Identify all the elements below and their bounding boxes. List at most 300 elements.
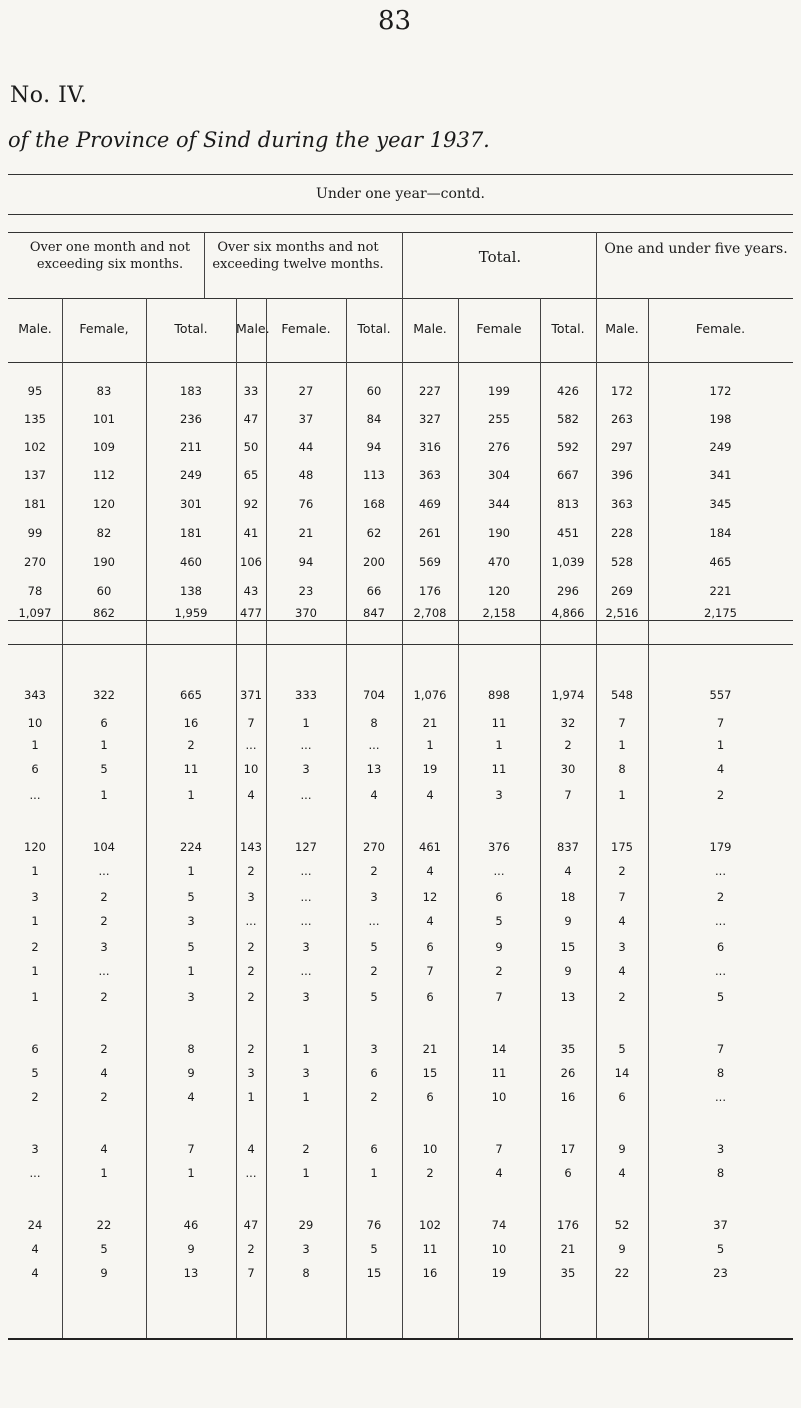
table-cell: 344	[488, 497, 510, 511]
table-cell: 41	[243, 526, 259, 540]
table-cell: 184	[709, 526, 732, 540]
table-cell: 3	[302, 1242, 310, 1256]
table-cell: 5	[187, 890, 195, 904]
group-header-six-to-twelve-months: Over six months and not exceeding twelve months.	[212, 240, 384, 272]
table-cell: 7	[495, 1142, 503, 1156]
table-cell: 301	[180, 497, 202, 511]
table-cell: 176	[419, 584, 441, 598]
table-cell: 37	[713, 1218, 728, 1232]
table-cell: 461	[419, 840, 441, 854]
table-row	[8, 890, 793, 910]
table-cell: 37	[298, 412, 314, 426]
table-cell: ...	[300, 964, 312, 978]
table-row	[8, 840, 793, 860]
table-cell: 6	[426, 1090, 434, 1104]
table-cell: 1	[618, 788, 626, 802]
table-cell: ...	[29, 1166, 41, 1180]
table-cell: ...	[300, 788, 312, 802]
table-cell: 557	[709, 688, 732, 702]
table-cell: 1	[302, 716, 310, 730]
table-cell: 4	[426, 914, 434, 928]
table-cell: 46	[183, 1218, 199, 1232]
table-cell: 1	[31, 864, 39, 878]
group-header-one-to-six-months: Over one month and not exceeding six months.	[29, 240, 191, 272]
table-cell: 1	[187, 788, 195, 802]
table-cell: 4	[618, 1166, 626, 1180]
table-cell: 27	[298, 384, 314, 398]
table-cell: 1	[31, 990, 39, 1004]
table-cell: 82	[96, 526, 112, 540]
table-cell: 4	[100, 1066, 108, 1080]
table-cell: 10	[491, 1090, 507, 1104]
table-cell: 175	[611, 840, 633, 854]
table-cell: 813	[557, 497, 579, 511]
page-number: 83	[378, 6, 412, 36]
table-cell: 6	[31, 762, 39, 776]
table-row	[8, 1090, 793, 1110]
table-cell: 48	[298, 468, 314, 482]
table-cell: 190	[488, 526, 510, 540]
table-cell: 7	[247, 1266, 255, 1280]
table-cell: 345	[709, 497, 732, 511]
table-bottom-rule	[8, 1338, 793, 1340]
table-cell: 316	[419, 440, 441, 454]
table-cell: 83	[96, 384, 112, 398]
table-cell: 19	[491, 1266, 507, 1280]
table-cell: 548	[611, 688, 633, 702]
table-cell: 18	[560, 890, 576, 904]
table-cell: 1	[302, 1042, 310, 1056]
table-cell: 1	[302, 1090, 310, 1104]
table-cell: 1	[426, 738, 434, 752]
table-cell: 15	[366, 1266, 382, 1280]
table-cell: ...	[300, 738, 312, 752]
table-cell: 7	[187, 1142, 195, 1156]
table-cell: 1	[716, 738, 725, 752]
table-cell: 5	[187, 940, 195, 954]
col-header-total-1: Total.	[174, 321, 208, 336]
table-cell: 2	[247, 940, 255, 954]
table-cell: 47	[243, 1218, 259, 1232]
table-cell: 2,175	[704, 606, 737, 620]
table-cell: 4	[426, 864, 434, 878]
table-cell: 2	[370, 964, 378, 978]
table-cell: 95	[27, 384, 43, 398]
table-cell: 7	[618, 716, 626, 730]
table-cell: 168	[363, 497, 385, 511]
table-cell: 1	[31, 914, 39, 928]
table-cell: 5	[370, 940, 378, 954]
table-cell: 5	[370, 1242, 378, 1256]
table-cell: 200	[363, 555, 385, 569]
table-cell: 5	[716, 1242, 725, 1256]
col-header-total-3: Total.	[551, 321, 585, 336]
table-cell: 2	[100, 914, 108, 928]
table-cell: 30	[560, 762, 576, 776]
table-cell: 6	[370, 1142, 378, 1156]
table-cell: 183	[180, 384, 202, 398]
table-cell: 102	[24, 440, 46, 454]
table-cell: 304	[488, 468, 510, 482]
table-cell: 263	[611, 412, 633, 426]
table-cell: 1,959	[174, 606, 208, 620]
table-cell: 106	[240, 555, 262, 569]
table-cell: 6	[426, 940, 434, 954]
table-cell: 667	[557, 468, 579, 482]
table-cell: 227	[419, 384, 441, 398]
col-header-female-3: Female	[476, 321, 522, 336]
table-cell: 10	[422, 1142, 438, 1156]
table-cell: 2,158	[482, 606, 516, 620]
table-cell: 179	[709, 840, 732, 854]
table-cell: 9	[187, 1066, 195, 1080]
table-cell: 426	[557, 384, 579, 398]
table-cell: 371	[240, 688, 262, 702]
table-cell: ...	[29, 788, 41, 802]
table-cell: 101	[93, 412, 115, 426]
table-cell: 249	[709, 440, 732, 454]
table-cell: 24	[27, 1218, 43, 1232]
col-header-total-2: Total.	[357, 321, 391, 336]
table-cell: 5	[716, 990, 725, 1004]
col-header-female-4: Female.	[695, 321, 746, 336]
table-cell: 704	[363, 688, 385, 702]
table-cell: 2	[247, 1042, 255, 1056]
table-cell: 74	[491, 1218, 507, 1232]
table-cell: 343	[24, 688, 46, 702]
table-row	[8, 738, 793, 758]
table-cell: 9	[100, 1266, 108, 1280]
table-cell: 1	[100, 1166, 108, 1180]
table-cell: 528	[611, 555, 633, 569]
table-cell: 2	[100, 1090, 108, 1104]
table-cell: 1	[100, 788, 108, 802]
subheading-rule	[8, 214, 793, 215]
table-cell: 255	[488, 412, 510, 426]
table-cell: 4	[716, 762, 725, 776]
table-cell: 135	[24, 412, 46, 426]
table-cell: 3	[100, 940, 108, 954]
table-cell: ...	[715, 1090, 726, 1104]
table-cell: 76	[366, 1218, 382, 1232]
table-cell: 11	[491, 762, 507, 776]
table-cell: 47	[243, 412, 259, 426]
table-row	[8, 762, 793, 782]
table-cell: 451	[557, 526, 579, 540]
table-cell: 221	[709, 584, 732, 598]
table-cell: 65	[243, 468, 259, 482]
table-cell: 9	[495, 940, 503, 954]
table-cell: 1,974	[551, 688, 585, 702]
table-cell: 2	[100, 1042, 108, 1056]
table-cell: 465	[709, 555, 732, 569]
table-cell: 333	[295, 688, 317, 702]
table-cell: 2	[618, 864, 626, 878]
table-cell: 102	[419, 1218, 441, 1232]
col-header-male-3: Male.	[413, 321, 447, 336]
table-cell: 2	[187, 738, 195, 752]
table-cell: 469	[419, 497, 441, 511]
table-cell: 8	[716, 1066, 725, 1080]
table-cell: ...	[493, 864, 505, 878]
table-cell: 4	[31, 1266, 39, 1280]
subheading: Under one year—contd.	[316, 186, 485, 202]
table-row	[8, 606, 793, 626]
table-cell: ...	[368, 738, 380, 752]
table-row	[8, 990, 793, 1010]
table-cell: 181	[180, 526, 202, 540]
table-cell: 4	[618, 964, 626, 978]
table-cell: 198	[709, 412, 732, 426]
col-header-male-1: Male.	[18, 321, 52, 336]
table-cell: 4	[187, 1090, 195, 1104]
table-cell: 8	[716, 1166, 725, 1180]
table-cell: 62	[366, 526, 382, 540]
table-row	[8, 555, 793, 575]
table-cell: 112	[93, 468, 115, 482]
table-cell: 3	[370, 1042, 378, 1056]
table-cell: 21	[422, 1042, 438, 1056]
table-cell: 60	[366, 384, 382, 398]
table-cell: 76	[298, 497, 314, 511]
table-cell: 3	[370, 890, 378, 904]
table-row	[8, 497, 793, 517]
table-cell: 898	[488, 688, 510, 702]
table-cell: 14	[491, 1042, 507, 1056]
table-cell: 269	[611, 584, 633, 598]
table-cell: 261	[419, 526, 441, 540]
table-cell: 1	[495, 738, 503, 752]
col-header-male-4: Male.	[605, 321, 639, 336]
table-cell: 2	[495, 964, 503, 978]
table-cell: 327	[419, 412, 441, 426]
table-cell: 4,866	[551, 606, 585, 620]
table-cell: 16	[183, 716, 199, 730]
table-cell: 19	[422, 762, 438, 776]
table-cell: 52	[614, 1218, 630, 1232]
table-cell: 21	[298, 526, 314, 540]
table-cell: 10	[243, 762, 259, 776]
header-top-rule	[8, 232, 793, 233]
table-cell: 322	[93, 688, 115, 702]
table-cell: 1	[302, 1166, 310, 1180]
table-cell: 137	[24, 468, 46, 482]
table-row	[8, 468, 793, 488]
table-cell: 1	[187, 864, 195, 878]
table-cell: ...	[300, 914, 312, 928]
table-cell: ...	[245, 914, 257, 928]
table-cell: 7	[247, 716, 255, 730]
table-cell: ...	[715, 964, 726, 978]
table-cell: 341	[709, 468, 732, 482]
table-cell: 1	[187, 964, 195, 978]
table-cell: 22	[96, 1218, 112, 1232]
table-cell: 847	[363, 606, 385, 620]
table-row	[8, 864, 793, 884]
table-cell: 113	[363, 468, 385, 482]
table-cell: 78	[27, 584, 43, 598]
table-cell: 120	[488, 584, 510, 598]
table-cell: 3	[31, 890, 39, 904]
table-cell: 5	[495, 914, 503, 928]
table-cell: 43	[243, 584, 259, 598]
table-cell: 582	[557, 412, 579, 426]
table-cell: 862	[93, 606, 115, 620]
table-cell: 4	[31, 1242, 39, 1256]
top-rule	[8, 174, 793, 175]
table-cell: ...	[98, 864, 110, 878]
table-cell: 665	[180, 688, 202, 702]
table-cell: 7	[618, 890, 626, 904]
table-cell: 211	[180, 440, 202, 454]
table-cell: 16	[560, 1090, 576, 1104]
table-cell: 2	[31, 1090, 39, 1104]
table-cell: ...	[715, 914, 726, 928]
table-cell: ...	[368, 914, 380, 928]
table-cell: 4	[247, 788, 255, 802]
table-cell: 363	[419, 468, 441, 482]
table-cell: 3	[302, 990, 310, 1004]
table-cell: 4	[370, 788, 378, 802]
table-cell: 1	[187, 1166, 195, 1180]
table-cell: 2	[247, 1242, 255, 1256]
table-cell: ...	[300, 864, 312, 878]
page-heading: of the Province of Sind during the year 1937.	[8, 128, 490, 152]
table-cell: 32	[560, 716, 576, 730]
table-cell: 396	[611, 468, 633, 482]
table-cell: 11	[183, 762, 199, 776]
table-cell: 181	[24, 497, 46, 511]
table-cell: 3	[187, 990, 195, 1004]
table-cell: 2	[618, 990, 626, 1004]
table-cell: 569	[419, 555, 441, 569]
table-cell: 2	[247, 964, 255, 978]
table-cell: 8	[618, 762, 626, 776]
table-cell: 35	[560, 1042, 576, 1056]
table-cell: ...	[98, 964, 110, 978]
table-cell: 8	[187, 1042, 195, 1056]
table-cell: 370	[295, 606, 317, 620]
table-cell: 94	[298, 555, 314, 569]
table-cell: 6	[564, 1166, 572, 1180]
table-cell: 2	[426, 1166, 434, 1180]
table-cell: 837	[557, 840, 579, 854]
table-cell: 5	[370, 990, 378, 1004]
table-cell: 15	[422, 1066, 438, 1080]
table-cell: 3	[495, 788, 503, 802]
table-cell: 2,708	[413, 606, 447, 620]
table-cell: 2	[370, 864, 378, 878]
table-cell: 1,076	[413, 688, 447, 702]
table-cell: 3	[618, 940, 626, 954]
table-cell: 190	[93, 555, 115, 569]
table-cell: 9	[618, 1242, 626, 1256]
table-cell: 1,039	[551, 555, 585, 569]
table-cell: 470	[488, 555, 510, 569]
table-cell: 120	[24, 840, 46, 854]
table-cell: 1	[31, 738, 39, 752]
table-cell: 3	[247, 1066, 255, 1080]
table-cell: 172	[709, 384, 732, 398]
table-cell: 3	[302, 1066, 310, 1080]
table-cell: 7	[564, 788, 572, 802]
table-cell: 5	[100, 762, 108, 776]
table-cell: 15	[560, 940, 576, 954]
table-cell: 127	[295, 840, 317, 854]
table-cell: 3	[247, 890, 255, 904]
table-cell: 99	[27, 526, 43, 540]
table-cell: 21	[422, 716, 438, 730]
table-cell: 276	[488, 440, 510, 454]
table-cell: 4	[247, 1142, 255, 1156]
table-cell: 9	[187, 1242, 195, 1256]
table-cell: 4	[426, 788, 434, 802]
table-cell: 363	[611, 497, 633, 511]
table-cell: 109	[93, 440, 115, 454]
table-row	[8, 584, 793, 604]
table-cell: 5	[618, 1042, 626, 1056]
table-cell: 3	[302, 762, 310, 776]
table-cell: ...	[245, 1166, 257, 1180]
table-cell: 3	[302, 940, 310, 954]
table-cell: 1	[370, 1166, 378, 1180]
table-cell: 2	[564, 738, 572, 752]
table-cell: ...	[245, 738, 257, 752]
table-cell: 6	[370, 1066, 378, 1080]
table-cell: 13	[183, 1266, 199, 1280]
table-cell: 138	[180, 584, 202, 598]
table-cell: 60	[96, 584, 112, 598]
group-header-total: Total.	[478, 248, 522, 266]
table-cell: 11	[491, 716, 507, 730]
table-cell: 297	[611, 440, 633, 454]
table-cell: 296	[557, 584, 579, 598]
table-cell: 26	[560, 1066, 576, 1080]
table-cell: 7	[716, 716, 725, 730]
table-cell: ...	[300, 890, 312, 904]
table-row	[8, 716, 793, 736]
table-cell: 120	[93, 497, 115, 511]
table-cell: 4	[564, 864, 572, 878]
table-cell: 84	[366, 412, 382, 426]
table-cell: 104	[93, 840, 115, 854]
column-header-rule	[8, 362, 793, 363]
table-cell: 9	[564, 964, 572, 978]
table-cell: 2	[716, 890, 725, 904]
table-row	[8, 1166, 793, 1186]
table-row	[8, 384, 793, 404]
table-cell: 9	[618, 1142, 626, 1156]
table-cell: 4	[100, 1142, 108, 1156]
table-cell: 3	[716, 1142, 725, 1156]
table-cell: 4	[495, 1166, 503, 1180]
table-cell: 249	[180, 468, 202, 482]
table-cell: 236	[180, 412, 202, 426]
group-header-rule	[8, 298, 793, 299]
table-cell: 2	[31, 940, 39, 954]
table-cell: 2	[247, 990, 255, 1004]
table-cell: 16	[422, 1266, 438, 1280]
table-cell: 50	[243, 440, 259, 454]
table-cell: 6	[716, 940, 725, 954]
table-cell: 13	[560, 990, 576, 1004]
table-cell: 3	[187, 914, 195, 928]
table-cell: 1,097	[18, 606, 52, 620]
table-cell: 143	[240, 840, 262, 854]
table-cell: 35	[560, 1266, 576, 1280]
table-cell: 6	[426, 990, 434, 1004]
table-cell: 23	[298, 584, 314, 598]
